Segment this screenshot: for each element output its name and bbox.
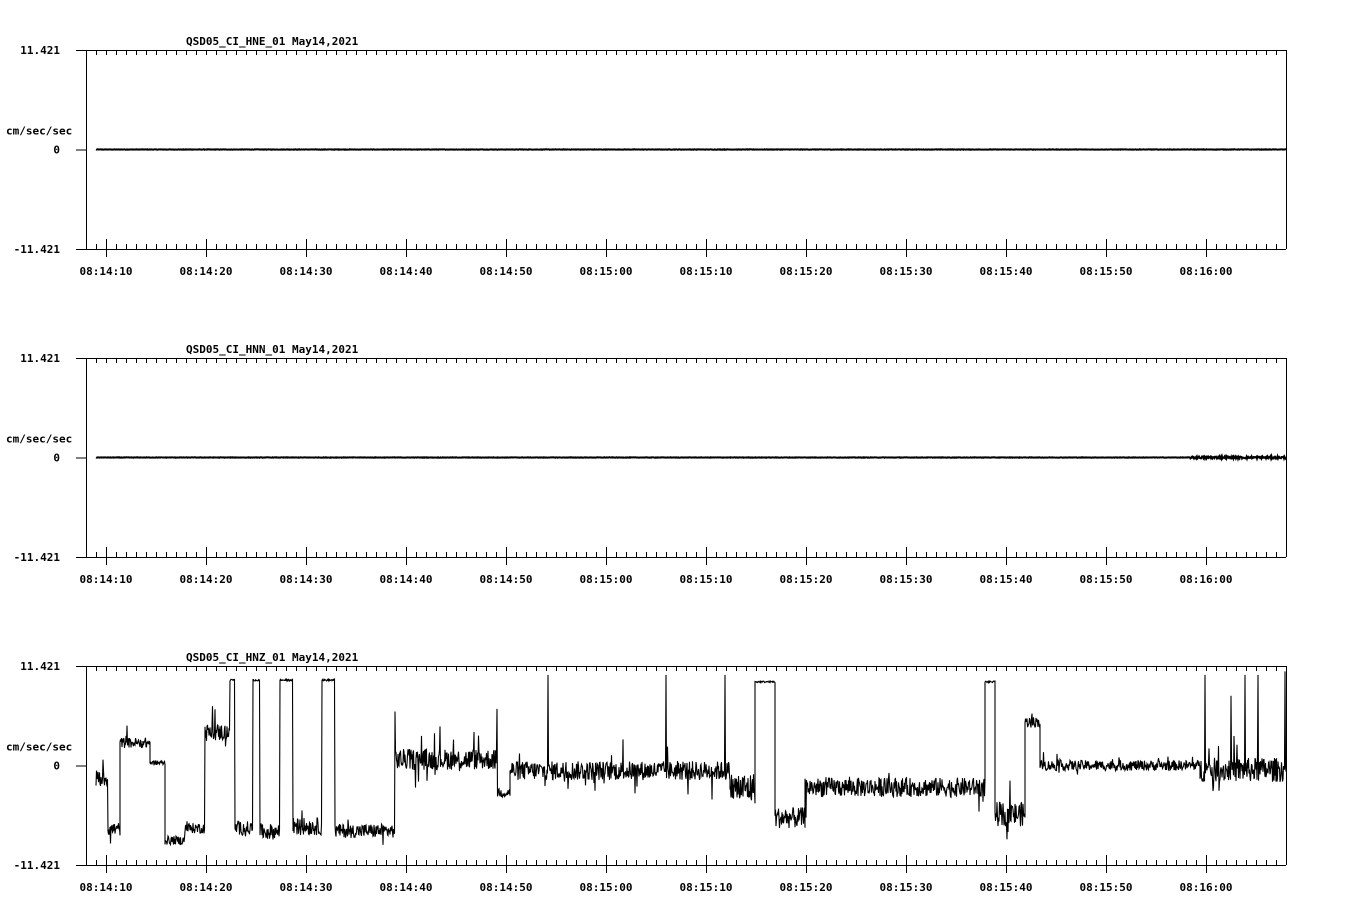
y-tick-label: 0 bbox=[53, 143, 60, 157]
x-tick-label: 08:15:00 bbox=[579, 265, 633, 278]
trace-title: QSD05_CI_HNE_01 May14,2021 bbox=[186, 35, 359, 48]
y-tick-label: -11.421 bbox=[13, 551, 60, 564]
y-tick-label: 0 bbox=[53, 759, 60, 773]
x-tick-label: 08:16:00 bbox=[1179, 265, 1233, 278]
x-tick-label: 08:14:40 bbox=[379, 881, 433, 894]
x-tick-label: 08:15:30 bbox=[879, 881, 933, 894]
x-tick-label: 08:15:00 bbox=[579, 881, 633, 894]
y-tick-label: 0 bbox=[53, 451, 60, 465]
x-tick-label: 08:14:30 bbox=[279, 573, 333, 586]
y-axis-label: cm/sec/sec bbox=[6, 124, 73, 138]
x-tick-label: 08:14:20 bbox=[179, 881, 233, 894]
x-tick-label: 08:14:30 bbox=[279, 881, 333, 894]
waveform-line bbox=[96, 671, 1286, 844]
x-tick-label: 08:14:10 bbox=[79, 573, 133, 586]
x-tick-label: 08:15:40 bbox=[979, 881, 1033, 894]
x-tick-label: 08:14:20 bbox=[179, 573, 233, 586]
x-tick-label: 08:15:50 bbox=[1079, 881, 1133, 894]
x-tick-label: 08:15:10 bbox=[679, 265, 733, 278]
y-axis-label: cm/sec/sec bbox=[6, 432, 73, 446]
trace-title: QSD05_CI_HNN_01 May14,2021 bbox=[186, 343, 359, 356]
y-tick-label: -11.421 bbox=[13, 243, 60, 256]
x-tick-label: 08:15:50 bbox=[1079, 573, 1133, 586]
x-tick-label: 08:16:00 bbox=[1179, 881, 1233, 894]
y-tick-label: -11.421 bbox=[13, 859, 60, 872]
x-tick-label: 08:14:50 bbox=[479, 265, 533, 278]
x-tick-label: 08:14:10 bbox=[79, 265, 133, 278]
x-tick-label: 08:14:50 bbox=[479, 881, 533, 894]
trace-title: QSD05_CI_HNZ_01 May14,2021 bbox=[186, 651, 359, 664]
x-tick-label: 08:14:50 bbox=[479, 573, 533, 586]
x-tick-label: 08:15:20 bbox=[779, 881, 833, 894]
x-tick-label: 08:15:30 bbox=[879, 573, 933, 586]
x-tick-label: 08:15:10 bbox=[679, 881, 733, 894]
x-tick-label: 08:15:10 bbox=[679, 573, 733, 586]
x-tick-label: 08:16:00 bbox=[1179, 573, 1233, 586]
x-tick-label: 08:15:40 bbox=[979, 573, 1033, 586]
y-tick-label: 11.421 bbox=[20, 352, 60, 365]
x-tick-label: 08:15:20 bbox=[779, 265, 833, 278]
x-tick-label: 08:15:50 bbox=[1079, 265, 1133, 278]
trace-panel-2 bbox=[6, 651, 1287, 894]
x-tick-label: 08:15:40 bbox=[979, 265, 1033, 278]
x-tick-label: 08:14:30 bbox=[279, 265, 333, 278]
x-tick-label: 08:14:40 bbox=[379, 265, 433, 278]
waveform-line bbox=[96, 457, 1286, 459]
x-tick-label: 08:15:20 bbox=[779, 573, 833, 586]
x-tick-label: 08:14:20 bbox=[179, 265, 233, 278]
x-tick-label: 08:15:00 bbox=[579, 573, 633, 586]
y-axis-label: cm/sec/sec bbox=[6, 740, 73, 754]
trace-panel-0 bbox=[6, 35, 1287, 278]
trace-panel-1 bbox=[6, 343, 1287, 586]
y-tick-label: 11.421 bbox=[20, 660, 60, 673]
x-tick-label: 08:14:10 bbox=[79, 881, 133, 894]
x-tick-label: 08:14:40 bbox=[379, 573, 433, 586]
x-tick-label: 08:15:30 bbox=[879, 265, 933, 278]
y-tick-label: 11.421 bbox=[20, 44, 60, 57]
